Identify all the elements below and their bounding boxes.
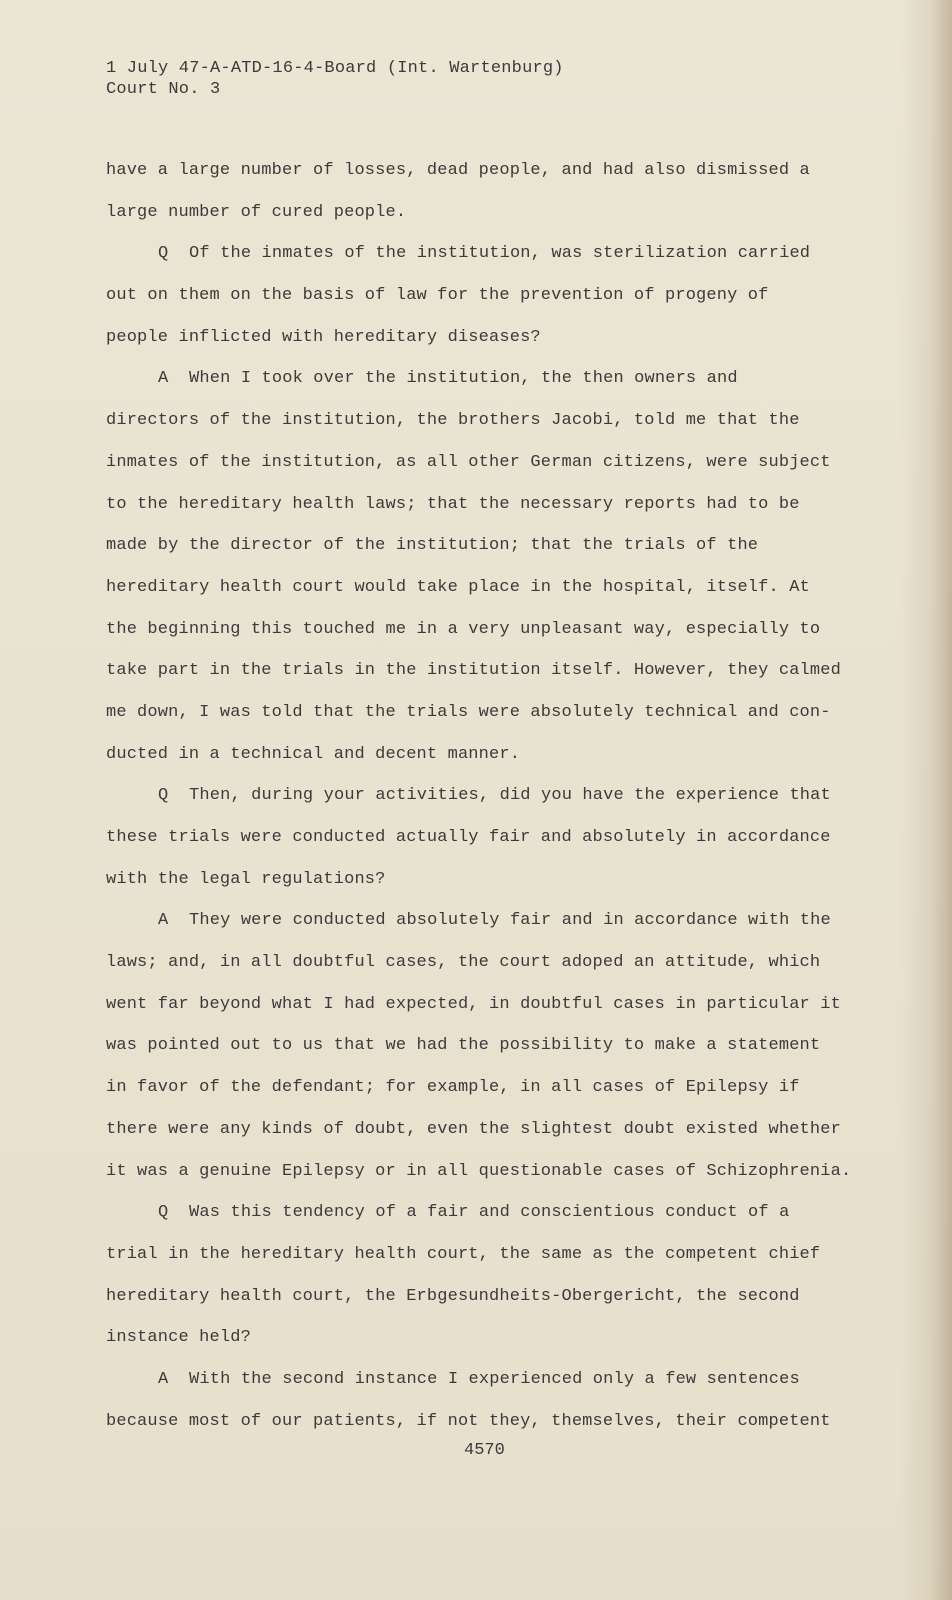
transcript-line: A With the second instance I experienced only a few sentences [158,1369,800,1389]
transcript-body [106,160,852,1452]
transcript-line: there were any kinds of doubt, even the slightest doubt existed whether [106,1119,841,1139]
transcript-line: the beginning this touched me in a very unpleasant way, especially to [106,619,821,639]
transcript-line: made by the director of the institution; that the trials of the [106,536,759,556]
transcript-line: to the hereditary health laws; that the necessary reports had to be [106,494,800,514]
page-number: 4570 [464,1441,505,1460]
transcript-line: laws; and, in all doubtful cases, the court adoped an attitude, which [106,953,821,973]
transcript-line: hereditary health court, the Erbgesundheits-Obergericht, the second [106,1286,800,1306]
transcript-line: because most of our patients, if not they, themselves, their competent [106,1411,831,1431]
transcript-line: was pointed out to us that we had the possibility to make a statement [106,1036,821,1056]
transcript-line: Q Then, during your activities, did you have the experience that [158,786,831,806]
transcript-line: these trials were conducted actually fair and absolutely in accordance [106,828,831,847]
transcript-line: trial in the hereditary health court, the same as the competent chief [106,1244,821,1264]
transcript-line: have a large number of losses, dead people, and had also dismissed a [106,161,810,180]
transcript-line: out on them on the basis of law for the prevention of progeny of [106,286,769,306]
transcript-line: ducted in a technical and decent manner. [106,744,521,764]
transcript-line: large number of cured people. [106,202,407,222]
header-reference-line: 1 July 47-A-ATD-16-4-Board (Int. Wartenburg) [106,59,564,78]
header-court-line: Court No. 3 [106,80,221,99]
transcript-line: people inflicted with hereditary diseases? [106,327,541,347]
transcript-line: Q Of the inmates of the institution, was sterilization carried [158,244,811,264]
transcript-line: take part in the trials in the institution itself. However, they calmed [106,661,841,681]
transcript-line: A When I took over the institution, the then owners and [158,369,738,389]
transcript-line: hereditary health court would take place in the hospital, itself. At [106,577,810,597]
transcript-line: Q Was this tendency of a fair and conscientious conduct of a [158,1203,790,1223]
transcript-line: directors of the institution, the brothers Jacobi, told me that the [106,411,800,431]
transcript-line: went far beyond what I had expected, in doubtful cases in particular it [106,994,841,1014]
transcript-line: in favor of the defendant; for example, in all cases of Epilepsy if [106,1078,800,1098]
transcript-line: with the legal regulations? [106,869,386,889]
transcript-line: instance held? [106,1328,251,1348]
transcript-line: A They were conducted absolutely fair and in accordance with the [158,911,831,931]
document-header [106,58,564,100]
transcript-line: me down, I was told that the trials were absolutely technical and con- [106,702,831,722]
transcript-line: it was a genuine Epilepsy or in all questionable cases of Schizophrenia. [106,1161,852,1181]
transcript-line: inmates of the institution, as all other German citizens, were subject [106,452,831,472]
